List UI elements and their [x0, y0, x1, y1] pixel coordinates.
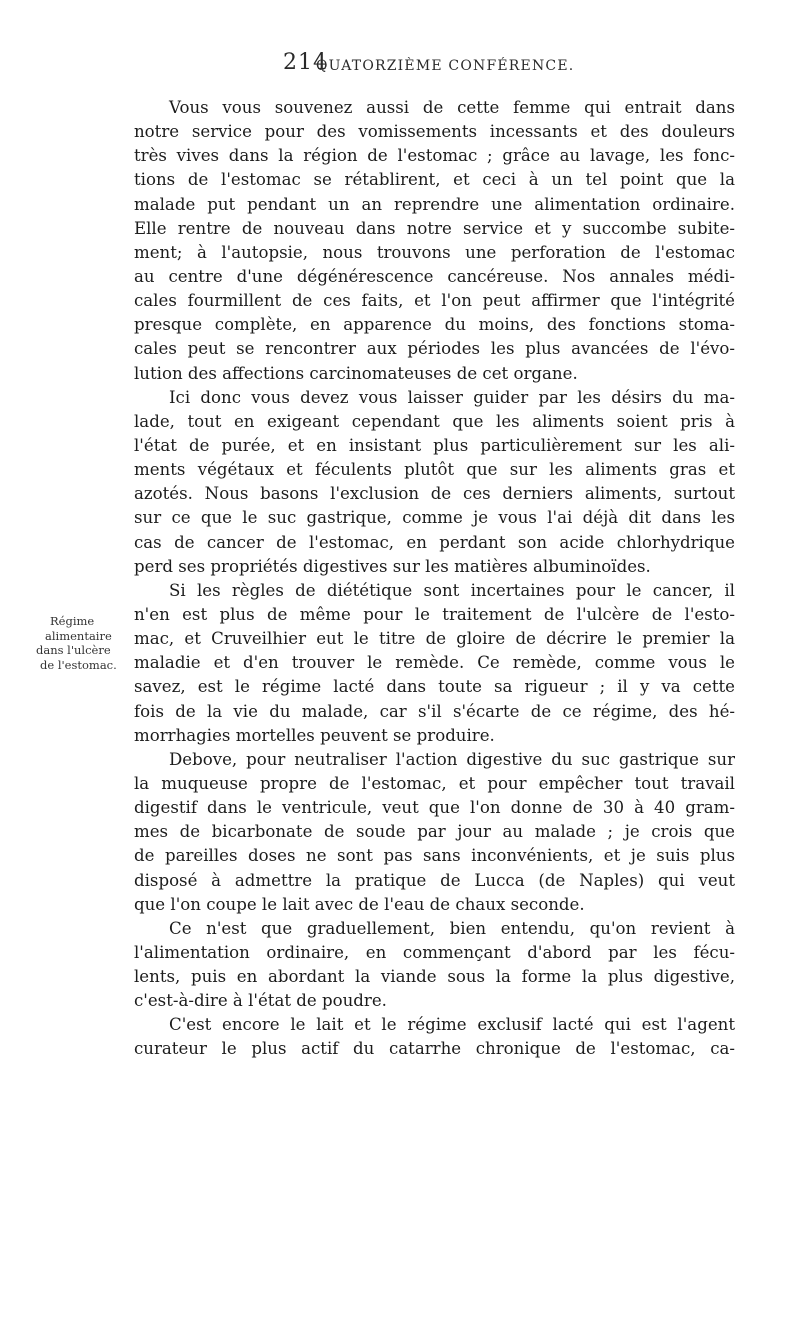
text-line: presque complète, en apparence du moins, des fonctions stoma-	[134, 315, 735, 335]
text-line: perd ses propriétés digestives sur les matières albuminoïdes.	[134, 556, 651, 576]
page-header	[0, 50, 800, 90]
text-line: la muqueuse propre de l'estomac, et pour empêcher tout travail	[134, 773, 735, 793]
margin-note-line: alimentaire	[45, 628, 112, 643]
text-line: cas de cancer de l'estomac, en perdant son acide chlorhydrique	[134, 532, 735, 552]
text-line: cales peut se rencontrer aux périodes les plus avancées de l'évo-	[134, 339, 735, 359]
text-line: digestif dans le ventricule, veut que l'on donne de 30 à 40 gram-	[134, 798, 735, 818]
text-line: au centre d'une dégénérescence cancéreuse. Nos annales médi-	[134, 266, 735, 286]
margin-note-line: de l'estomac.	[40, 657, 117, 672]
text-line: lents, puis en abordant la viande sous la forme la plus digestive,	[134, 967, 735, 987]
text-line: Vous vous souvenez aussi de cette femme qui entrait dans	[169, 98, 735, 117]
margin-note	[36, 614, 128, 672]
body-text	[134, 96, 735, 1062]
text-line: Elle rentre de nouveau dans notre service et y succombe subite-	[134, 218, 735, 238]
text-line: maladie et d'en trouver le remède. Ce remède, comme vous le	[134, 653, 735, 673]
text-line: malade put pendant un an reprendre une alimentation ordinaire.	[134, 194, 735, 214]
margin-note-line: dans l'ulcère	[36, 643, 111, 657]
margin-note-line: Régime	[50, 614, 95, 628]
text-line: n'en est plus de même pour le traitement de l'ulcère de l'esto-	[134, 604, 735, 624]
text-line: azotés. Nous basons l'exclusion de ces derniers aliments, surtout	[134, 484, 735, 504]
text-line: que l'on coupe le lait avec de l'eau de chaux seconde.	[134, 894, 585, 914]
text-line: curateur le plus actif du catarrhe chronique de l'estomac, ca-	[134, 1039, 735, 1059]
text-line: de pareilles doses ne sont pas sans inconvénients, et je suis plus	[134, 846, 735, 866]
text-line: Ce n'est que graduellement, bien entendu, qu'on revient à	[169, 918, 735, 938]
text-line: C'est encore le lait et le régime exclusif lacté qui est l'agent	[169, 1015, 735, 1035]
text-line: morrhagies mortelles peuvent se produire.	[134, 725, 495, 745]
text-line: sur ce que le suc gastrique, comme je vous l'ai déjà dit dans les	[134, 508, 735, 528]
text-line: notre service pour des vomissements incessants et des douleurs	[134, 122, 735, 142]
text-line: Ici donc vous devez vous laisser guider par les désirs du ma-	[169, 387, 735, 407]
text-line: ment; à l'autopsie, nous trouvons une perforation de l'estomac	[134, 242, 735, 262]
text-line: l'alimentation ordinaire, en commençant d'abord par les fécu-	[134, 942, 735, 962]
text-line: savez, est le régime lacté dans toute sa rigueur ; il y va cette	[134, 677, 735, 697]
text-line: disposé à admettre la pratique de Lucca (de Naples) qui veut	[134, 870, 735, 890]
text-line: Debove, pour neutraliser l'action digestive du suc gastrique sur	[169, 749, 735, 769]
text-line: Si les règles de diététique sont incertaines pour le cancer, il	[169, 580, 735, 600]
text-line: ments végétaux et féculents plutôt que sur les aliments gras et	[134, 460, 735, 480]
page-number: 214	[283, 50, 328, 75]
text-line: cales fourmillent de ces faits, et l'on peut affirmer que l'intégrité	[134, 291, 735, 311]
text-line: mac, et Cruveilhier eut le titre de gloire de décrire le premier la	[134, 629, 735, 649]
text-line: fois de la vie du malade, car s'il s'écarte de ce régime, des hé-	[134, 701, 735, 721]
text-line: lade, tout en exigeant cependant que les aliments soient pris à	[134, 411, 735, 431]
text-line: c'est-à-dire à l'état de poudre.	[134, 991, 387, 1011]
text-line: tions de l'estomac se rétablirent, et ceci à un tel point que la	[134, 170, 735, 190]
text-line: l'état de purée, et en insistant plus particulièrement sur les ali-	[134, 435, 735, 455]
text-line: mes de bicarbonate de soude par jour au malade ; je crois que	[134, 822, 735, 842]
text-line: très vives dans la région de l'estomac ; grâce au lavage, les fonc-	[134, 146, 735, 166]
running-title: QUATORZIÈME CONFÉRENCE.	[316, 58, 575, 74]
text-line: lution des affections carcinomateuses de cet organe.	[134, 363, 578, 383]
